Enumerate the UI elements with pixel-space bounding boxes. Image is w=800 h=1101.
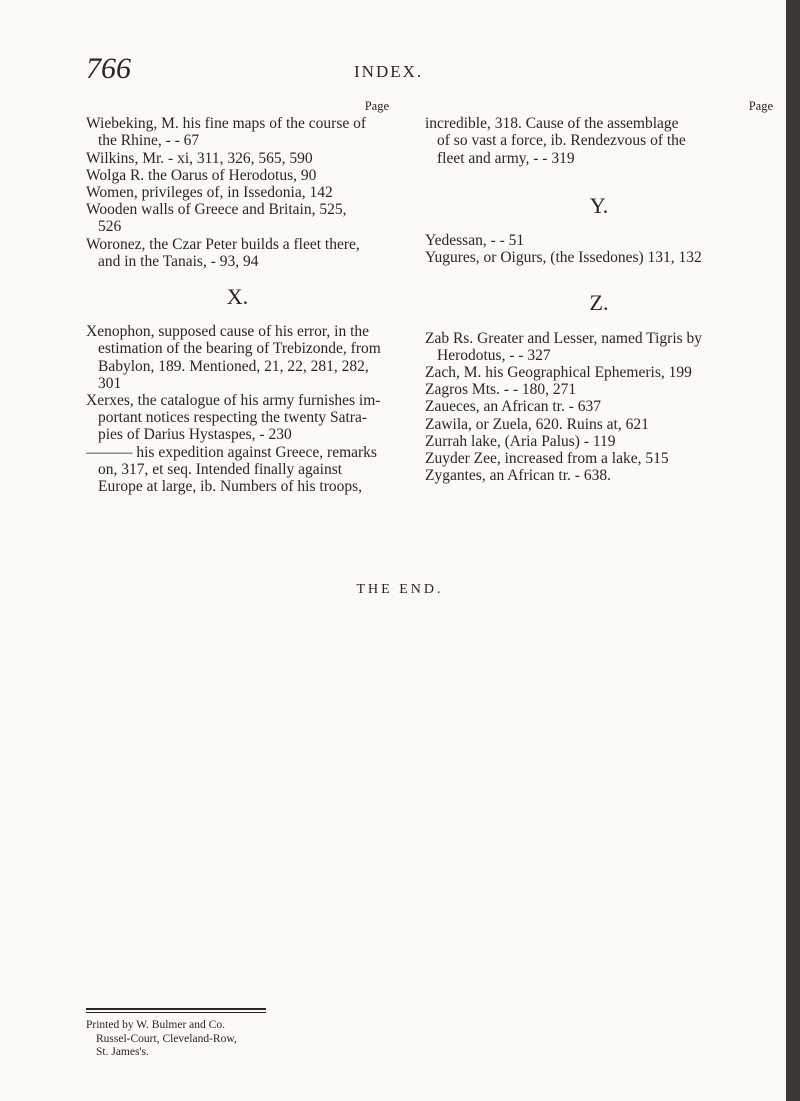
index-entry-line: the Rhine, - - 67 xyxy=(98,132,200,150)
index-entry xyxy=(86,236,389,270)
section-letter-x: X. xyxy=(226,284,249,310)
imprint-line: Printed by W. Bulmer and Co. xyxy=(86,1019,225,1031)
imprint-line: St. James's. xyxy=(96,1046,149,1058)
index-entry xyxy=(86,167,389,184)
index-entry-line: estimation of the bearing of Trebizonde, from xyxy=(98,340,381,358)
index-entry-line: Zaueces, an African tr. - 637 xyxy=(425,398,602,416)
index-entry-line: Babylon, 189. Mentioned, 21, 22, 281, 282, xyxy=(98,357,369,375)
index-entry-line: Xerxes, the catalogue of his army furnishes im- xyxy=(86,392,381,410)
index-entry-line: on, 317, et seq. Intended finally against xyxy=(98,460,343,478)
index-entry-line: Xenophon, supposed cause of his error, in the xyxy=(86,323,370,341)
index-entry-line: Wilkins, Mr. - xi, 311, 326, 565, 590 xyxy=(86,149,313,167)
index-entry xyxy=(86,115,389,149)
index-section-y xyxy=(425,232,773,266)
section-letter-y: Y. xyxy=(589,192,609,218)
index-entry-line: fleet and army, - - 319 xyxy=(437,149,575,167)
right-column xyxy=(425,98,773,484)
index-entry xyxy=(86,323,389,392)
index-entry-line: incredible, 318. Cause of the assemblage xyxy=(425,115,679,133)
running-title: INDEX. xyxy=(354,62,424,81)
index-entry xyxy=(425,381,773,398)
page-column-label: Page xyxy=(364,99,389,113)
index-entry-line: of so vast a force, ib. Rendezvous of the xyxy=(437,132,686,150)
index-entry xyxy=(425,416,773,433)
index-entry-line: ——— his expedition against Greece, remarks xyxy=(86,443,377,461)
index-entry-line: Yugures, or Oigurs, (the Issedones) 131, 132 xyxy=(425,249,702,267)
index-entry xyxy=(425,433,773,450)
index-entry-line: Wolga R. the Oarus of Herodotus, 90 xyxy=(86,166,317,184)
index-entry-line: pies of Darius Hystaspes, - 230 xyxy=(98,426,292,444)
index-entry-line: Woronez, the Czar Peter builds a fleet there, xyxy=(86,235,360,253)
index-entry-line: Zawila, or Zuela, 620. Ruins at, 621 xyxy=(425,415,649,433)
index-entry xyxy=(86,150,389,167)
index-entry-line: Europe at large, ib. Numbers of his troops, xyxy=(98,478,363,496)
the-end-text: THE END. xyxy=(356,582,444,597)
page-edge-border xyxy=(786,0,800,1101)
imprint-rule xyxy=(86,1012,266,1013)
index-section-z xyxy=(425,330,773,485)
index-entry-line: Zach, M. his Geographical Ephemeris, 199 xyxy=(425,364,692,382)
index-entry-line: and in the Tanais, - 93, 94 xyxy=(98,252,259,270)
index-entry xyxy=(425,364,773,381)
index-entry-line: Wooden walls of Greece and Britain, 525, xyxy=(86,201,347,219)
index-entry xyxy=(425,249,773,266)
index-entry xyxy=(86,444,389,496)
index-section-x xyxy=(86,323,389,495)
index-entry-line: Women, privileges of, in Issedonia, 142 xyxy=(86,184,333,202)
index-section-continued xyxy=(425,115,773,167)
index-entry-line: Zurrah lake, (Aria Palus) - 119 xyxy=(425,432,616,450)
left-column xyxy=(86,98,389,495)
printer-imprint xyxy=(86,1008,266,1060)
page-number: 766 xyxy=(86,52,131,85)
index-entry xyxy=(425,398,773,415)
imprint-rule xyxy=(86,1008,266,1010)
index-entry-line: Zagros Mts. - - 180, 271 xyxy=(425,381,577,399)
index-entry xyxy=(86,201,389,235)
index-entry xyxy=(425,330,773,364)
index-entry-line: Zygantes, an African tr. - 638. xyxy=(425,467,611,485)
index-entry-line: Herodotus, - - 327 xyxy=(437,346,551,364)
index-entry xyxy=(425,232,773,249)
section-letter-z: Z. xyxy=(589,290,609,316)
index-entry-line: Wiebeking, M. his fine maps of the course of xyxy=(86,115,367,133)
index-entry xyxy=(86,184,389,201)
index-entry xyxy=(425,450,773,467)
index-entry xyxy=(425,115,773,167)
index-entry-line: portant notices respecting the twenty Satra- xyxy=(98,409,368,427)
index-entry-line: 526 xyxy=(98,218,122,236)
page-header xyxy=(86,52,776,96)
imprint-line: Russel-Court, Cleveland-Row, xyxy=(96,1032,237,1045)
index-section-w xyxy=(86,115,389,270)
index-entry-line: 301 xyxy=(98,374,122,392)
index-entry-line: Zuyder Zee, increased from a lake, 515 xyxy=(425,450,669,468)
index-entry xyxy=(86,392,389,444)
index-entry xyxy=(425,467,773,484)
page-column-label: Page xyxy=(748,99,773,113)
index-entry-line: Zab Rs. Greater and Lesser, named Tigris by xyxy=(425,329,703,347)
index-entry-line: Yedessan, - - 51 xyxy=(425,232,525,250)
